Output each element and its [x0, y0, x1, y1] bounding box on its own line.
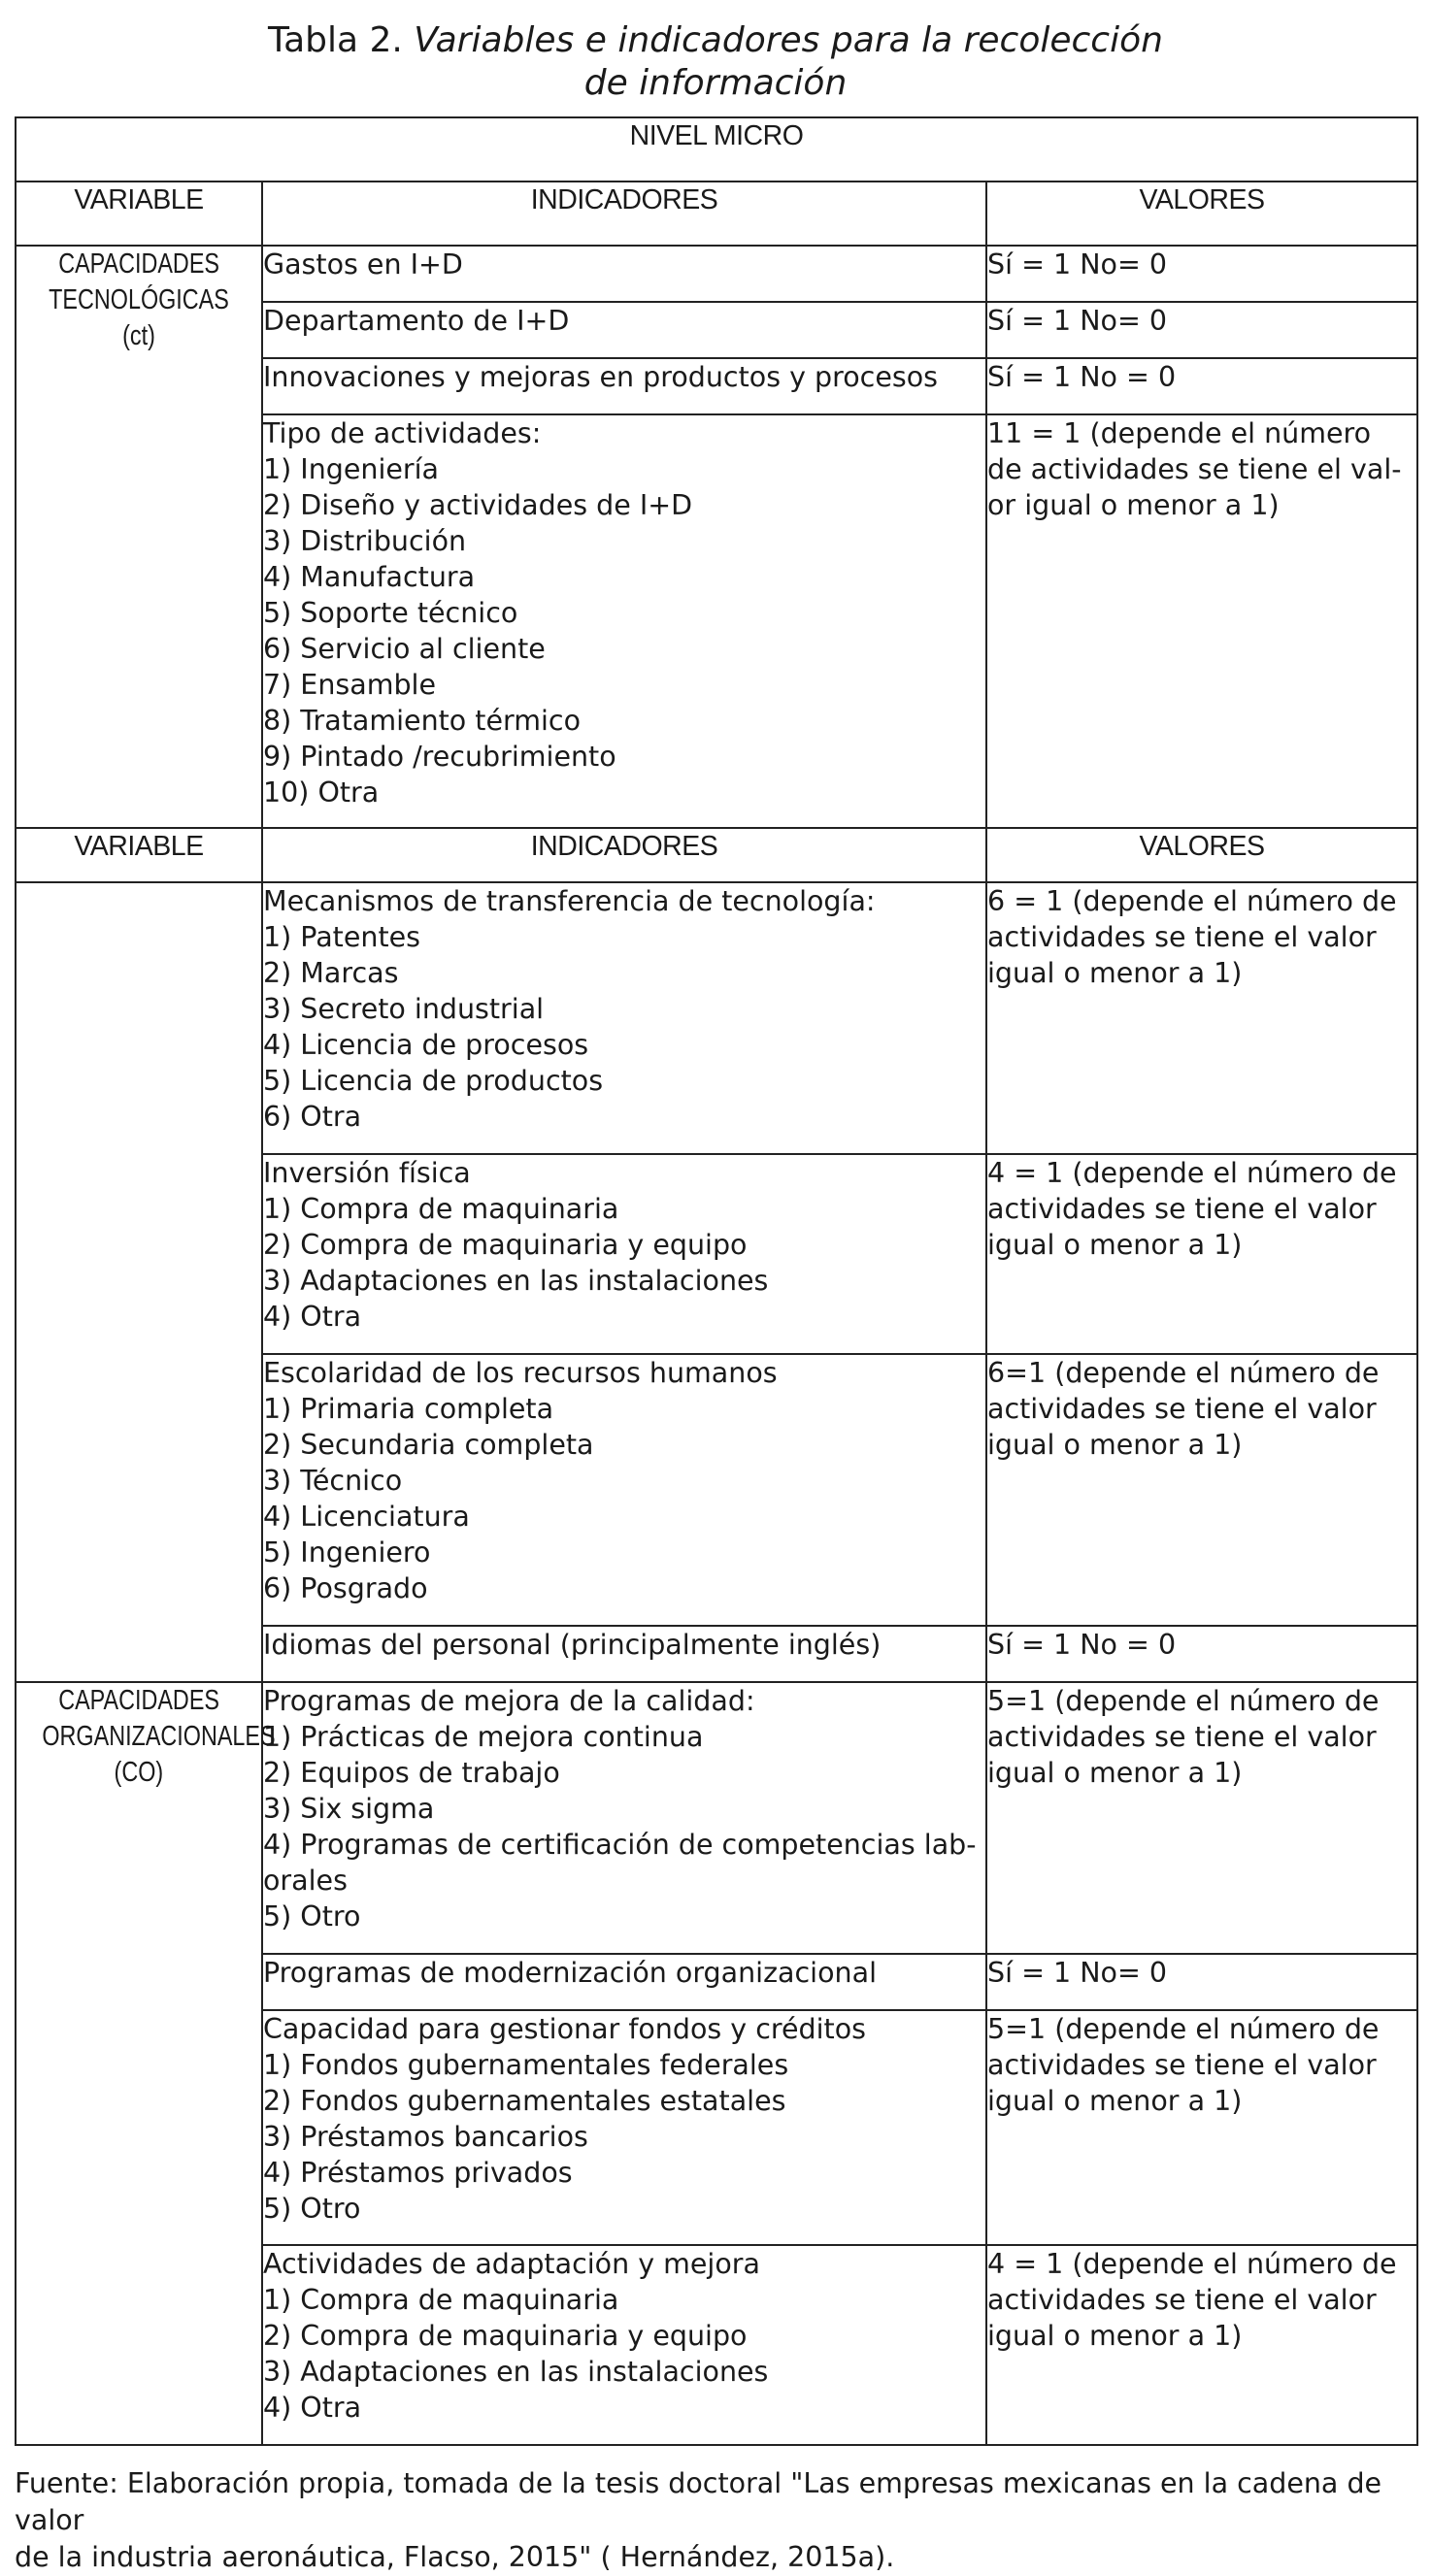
variables-table — [15, 116, 1418, 2446]
title-line-1 — [0, 19, 1431, 62]
value-cell: 4 = 1 (depende el número de actividades se tiene el valor igual o menor a 1) — [986, 2245, 1417, 2445]
title-line-2: de información — [583, 63, 848, 103]
value-cell: 5=1 (depende el número de actividades se tiene el valor igual o menor a 1) — [986, 1682, 1417, 1954]
indicator-cell: Programas de mejora de la calidad: 1) Prácticas de mejora continua 2) Equipos de trabajo 3) Six sigma 4) Programas de certificación de competencias lab- orales 5) Otro — [262, 1682, 986, 1954]
header-valores-2: VALORES — [986, 828, 1417, 882]
header-variable-2: VARIABLE — [16, 828, 262, 882]
header-valores: VALORES — [986, 182, 1417, 246]
header-indicadores: INDICADORES — [262, 182, 986, 246]
value-cell: Sí = 1 No= 0 — [986, 302, 1417, 358]
value-cell: Sí = 1 No= 0 — [986, 246, 1417, 302]
header-row — [16, 182, 1417, 246]
table-row — [16, 1682, 1417, 1954]
value-cell: Sí = 1 No = 0 — [986, 358, 1417, 414]
header-indicadores-2: INDICADORES — [262, 828, 986, 882]
table-title — [0, 19, 1431, 105]
variable-co-line-3: (CO) — [114, 1757, 164, 1788]
indicator-cell: Innovaciones y mejoras en productos y procesos — [262, 358, 986, 414]
table-row — [16, 882, 1417, 1154]
nivel-row — [16, 117, 1417, 182]
indicator-cell: Inversión física 1) Compra de maquinaria 2) Compra de maquinaria y equipo 3) Adaptaciones en las instalaciones 4) Otra — [262, 1154, 986, 1354]
source-line-1: Fuente: Elaboración propia, tomada de la tesis doctoral "Las empresas mexicanas en la cadena de valor — [15, 2467, 1382, 2536]
indicator-cell: Actividades de adaptación y mejora 1) Compra de maquinaria 2) Compra de maquinaria y equipo 3) Adaptaciones en las instalaciones 4) Otra — [262, 2245, 986, 2445]
table-row — [16, 246, 1417, 302]
value-cell: 4 = 1 (depende el número de actividades se tiene el valor igual o menor a 1) — [986, 1154, 1417, 1354]
indicator-cell: Escolaridad de los recursos humanos 1) Primaria completa 2) Secundaria completa 3) Técnico 4) Licenciatura 5) Ingeniero 6) Posgrado — [262, 1354, 986, 1626]
value-cell: Sí = 1 No = 0 — [986, 1626, 1417, 1682]
variable-ct-line-2: TECNOLÓGICAS (ct) — [49, 284, 229, 351]
nivel-header: NIVEL MICRO — [16, 117, 1417, 182]
source-line-2: de la industria aeronáutica, Flacso, 2015" ( Hernández, 2015a). — [15, 2541, 895, 2573]
variable-ct — [16, 246, 262, 828]
indicator-cell: Departamento de I+D — [262, 302, 986, 358]
indicator-cell: Programas de modernización organizacional — [262, 1954, 986, 2010]
header-variable: VARIABLE — [16, 182, 262, 246]
value-cell: Sí = 1 No= 0 — [986, 1954, 1417, 2010]
title-lead: Tabla 2. — [268, 20, 415, 60]
header-row-2 — [16, 828, 1417, 882]
value-cell: 5=1 (depende el número de actividades se tiene el valor igual o menor a 1) — [986, 2010, 1417, 2245]
indicator-cell: Capacidad para gestionar fondos y créditos 1) Fondos gubernamentales federales 2) Fondos gubernamentales estatales 3) Préstamos bancarios 4) Préstamos privados 5) Otro — [262, 2010, 986, 2245]
variable-co-line-2: ORGANIZACIONALES — [42, 1721, 276, 1752]
indicator-cell: Tipo de actividades: 1) Ingeniería 2) Diseño y actividades de I+D 3) Distribución 4) Manufactura 5) Soporte técnico 6) Servicio al cliente 7) Ensamble 8) Tratamiento térmico 9) Pintado /recubrimiento 10) Otra — [262, 414, 986, 828]
title-text-1: Variables e indicadores para la recolección — [414, 20, 1163, 60]
source-note — [15, 2465, 1422, 2576]
variable-co-line-1: CAPACIDADES — [58, 1685, 219, 1716]
variable-empty — [16, 882, 262, 1682]
value-cell: 11 = 1 (depende el número de actividades se tiene el val- or igual o menor a 1) — [986, 414, 1417, 828]
value-cell: 6=1 (depende el número de actividades se tiene el valor igual o menor a 1) — [986, 1354, 1417, 1626]
variable-ct-line-1: CAPACIDADES — [58, 248, 219, 280]
value-cell: 6 = 1 (depende el número de actividades se tiene el valor igual o menor a 1) — [986, 882, 1417, 1154]
variable-co — [16, 1682, 276, 2445]
indicator-cell: Mecanismos de transferencia de tecnología: 1) Patentes 2) Marcas 3) Secreto industrial 4) Licencia de procesos 5) Licencia de productos 6) Otra — [262, 882, 986, 1154]
indicator-cell: Idiomas del personal (principalmente inglés) — [262, 1626, 986, 1682]
indicator-cell: Gastos en I+D — [262, 246, 986, 302]
